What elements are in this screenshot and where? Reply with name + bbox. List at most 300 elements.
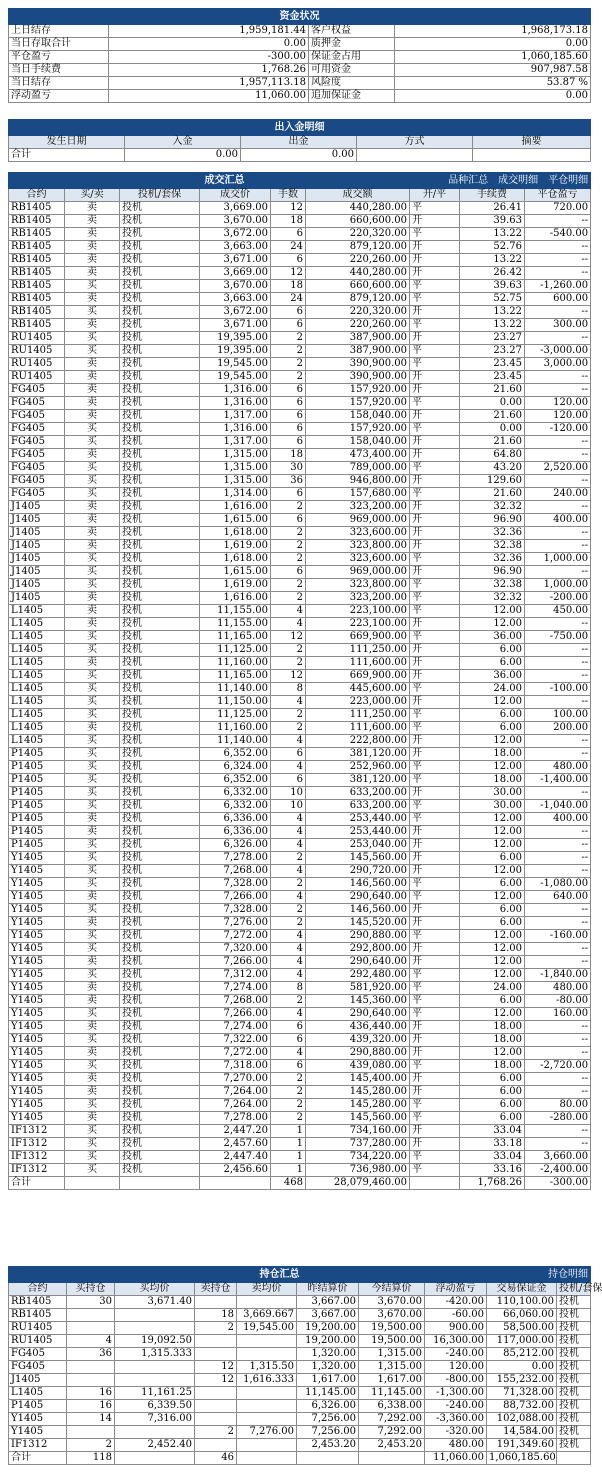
trade-cell: -1,260.00 [525,280,591,293]
trade-row [9,774,591,787]
total-cell [473,149,591,162]
trade-cell: 1,615.00 [200,566,271,579]
trade-cell: 开 [410,943,460,956]
trade-cell: 2,456.60 [200,1164,271,1177]
position-cell: RB1405 [9,1296,67,1309]
trade-cell: 买 [65,332,120,345]
trade-cell: 卖 [65,813,120,826]
trade-cell: 10 [271,787,306,800]
trade-cell: 400.00 [525,514,591,527]
trade-cell: 开 [410,1086,460,1099]
trade-cell: 平 [410,1060,460,1073]
trade-cell: 投机 [120,709,200,722]
trade-cell: 开 [410,696,460,709]
trade-cell: 33.04 [460,1151,525,1164]
trade-cell: 投机 [120,462,200,475]
column-header: 浮动盈亏 [425,1283,487,1296]
trade-cell: FG405 [9,488,65,501]
trade-cell: 23.27 [460,332,525,345]
trade-cell: FG405 [9,475,65,488]
trade-cell: 4 [271,969,306,982]
position-cell: 7,316.00 [115,1413,195,1426]
trade-cell: 开 [410,514,460,527]
trade-cell: 投机 [120,345,200,358]
trade-cell: -- [525,540,591,553]
positions-title: 持仓汇总 [259,1269,300,1280]
trade-cell: 129.60 [460,475,525,488]
trade-cell: 平 [410,228,460,241]
trade-cell: 开 [410,748,460,761]
trade-cell: 6 [271,319,306,332]
trade-cell: 26.42 [460,267,525,280]
trade-cell: 381,120.00 [306,774,410,787]
trade-cell: 440,280.00 [306,202,410,215]
trade-cell: 开 [410,956,460,969]
trade-row [9,410,591,423]
trade-row [9,644,591,657]
trade-cell: 平 [410,722,460,735]
funds-value: 1,957,113.18 [109,77,309,90]
trade-row [9,241,591,254]
trade-cell: RB1405 [9,293,65,306]
funds-value: 53.87 % [395,77,591,90]
trade-cell: 32.32 [460,592,525,605]
position-row [9,1348,591,1361]
trade-cell: 253,040.00 [306,839,410,852]
trade-cell: -- [525,956,591,969]
position-cell: 1,616.333 [237,1374,297,1387]
trade-cell: 18.00 [460,1060,525,1073]
position-cell: 7,292.00 [359,1413,425,1426]
trade-cell: 买 [65,644,120,657]
trade-cell: 投机 [120,1008,200,1021]
trade-cell: 投机 [120,501,200,514]
funds-label: 可用资金 [309,64,395,77]
trade-cell: 开 [410,1138,460,1151]
funds-value: 1,968,173.18 [395,25,591,38]
trade-cell: 投机 [120,657,200,670]
funds-value: 0.00 [395,38,591,51]
trade-cell: 2 [271,501,306,514]
trade-row [9,397,591,410]
funds-value: 0.00 [395,90,591,103]
trade-cell: 21.60 [460,436,525,449]
funds-label: 浮动盈亏 [9,90,109,103]
trade-cell: 200.00 [525,722,591,735]
trade-cell: -3,000.00 [525,345,591,358]
trade-cell: 投机 [120,475,200,488]
funds-row [9,90,591,103]
trade-cell: 2 [271,852,306,865]
trade-cell: 6,336.00 [200,826,271,839]
trade-cell: 3,670.00 [200,280,271,293]
trade-cell: 436,440.00 [306,1021,410,1034]
trade-cell: 6.00 [460,1099,525,1112]
trade-cell: 19,395.00 [200,345,271,358]
trade-cell: 7,320.00 [200,943,271,956]
trade-cell: 开 [410,501,460,514]
trade-cell: -- [525,449,591,462]
trade-cell: 789,000.00 [306,462,410,475]
trade-cell: Y1405 [9,969,65,982]
position-row [9,1413,591,1426]
trade-cell: Y1405 [9,891,65,904]
trade-row [9,254,591,267]
position-cell: 155,232.00 [487,1374,557,1387]
total-cell [65,1177,120,1190]
trade-cell: 投机 [120,566,200,579]
trade-cell: 7,322.00 [200,1034,271,1047]
trade-cell: 开 [410,1034,460,1047]
trade-cell: 平 [410,358,460,371]
trade-cell: 223,100.00 [306,618,410,631]
trades-title: 成交汇总 [204,175,245,186]
trade-cell: 投机 [120,891,200,904]
trade-cell: 卖 [65,1073,120,1086]
trade-cell: 1,616.00 [200,592,271,605]
trade-cell: IF1312 [9,1125,65,1138]
position-cell: 900.00 [425,1322,487,1335]
trade-cell: 投机 [120,280,200,293]
trade-cell: 开 [410,670,460,683]
trade-cell: 2,447.40 [200,1151,271,1164]
position-cell: 0.00 [487,1361,557,1374]
trade-cell: 390,900.00 [306,358,410,371]
trade-cell: 290,720.00 [306,865,410,878]
position-cell: 2 [195,1322,237,1335]
trades-link[interactable]: 品种汇总 [448,175,489,186]
trade-cell: P1405 [9,826,65,839]
trade-cell: 6.00 [460,709,525,722]
trade-cell: 平 [410,813,460,826]
trade-cell: 买 [65,475,120,488]
trade-cell: 卖 [65,449,120,462]
position-cell [115,1426,195,1439]
trade-cell: 2,457.60 [200,1138,271,1151]
trade-cell: 平 [410,1112,460,1125]
trade-cell: 30.00 [460,787,525,800]
trade-cell: 开 [410,826,460,839]
trade-cell: 卖 [65,956,120,969]
trade-cell: 买 [65,1138,120,1151]
trade-row [9,436,591,449]
position-cell: 投机 [557,1296,591,1309]
trade-cell: 卖 [65,1021,120,1034]
trades-link[interactable]: 平仓明细 [548,175,589,186]
position-cell [195,1348,237,1361]
trade-cell: 6.00 [460,878,525,891]
trade-cell: 12.00 [460,891,525,904]
inout-table [8,119,591,162]
trade-row [9,1060,591,1073]
trade-cell: 160.00 [525,1008,591,1021]
position-cell: 7,292.00 [359,1426,425,1439]
trade-cell: RB1405 [9,306,65,319]
trade-cell: 445,600.00 [306,683,410,696]
trade-cell: 120.00 [525,397,591,410]
trade-row [9,904,591,917]
position-cell: 投机 [557,1387,591,1400]
trade-cell: 投机 [120,696,200,709]
trade-cell: 240.00 [525,488,591,501]
trade-row [9,488,591,501]
trade-cell: 10 [271,800,306,813]
trade-cell: -160.00 [525,930,591,943]
trade-cell: 投机 [120,878,200,891]
trade-cell: 开 [410,657,460,670]
trade-row [9,670,591,683]
trade-row [9,683,591,696]
trade-cell: 卖 [65,1047,120,1060]
position-cell: 3,667.00 [297,1296,359,1309]
position-cell: 3,671.40 [115,1296,195,1309]
trade-cell: 卖 [65,527,120,540]
trade-row [9,501,591,514]
trade-cell: 卖 [65,722,120,735]
column-header: 方式 [357,136,473,149]
trade-cell: 开 [410,566,460,579]
trade-cell: 投机 [120,1138,200,1151]
trade-cell: 157,680.00 [306,488,410,501]
trade-cell: 开 [410,475,460,488]
position-cell [195,1413,237,1426]
trade-cell: 买 [65,488,120,501]
trade-cell: 8 [271,982,306,995]
trade-row [9,657,591,670]
trade-cell: 买 [65,761,120,774]
trade-cell: 8 [271,683,306,696]
trade-cell: -- [525,1125,591,1138]
trade-cell: 买 [65,709,120,722]
trade-cell: 2 [271,345,306,358]
trade-cell: 290,640.00 [306,956,410,969]
trade-row [9,969,591,982]
trade-cell: 买 [65,748,120,761]
trade-cell: FG405 [9,384,65,397]
position-cell: 2 [195,1426,237,1439]
trade-cell: FG405 [9,436,65,449]
trade-cell: 11,160.00 [200,657,271,670]
trade-cell: 卖 [65,540,120,553]
trade-cell: -- [525,826,591,839]
trade-cell: FG405 [9,423,65,436]
position-cell: 4 [67,1335,115,1348]
trade-cell: 32.32 [460,501,525,514]
position-cell: -1,300.00 [425,1387,487,1400]
trade-cell: 投机 [120,618,200,631]
position-cell: 18 [195,1309,237,1322]
funds-row [9,25,591,38]
trade-cell: 6 [271,306,306,319]
position-row [9,1374,591,1387]
position-cell: 58,500.00 [487,1322,557,1335]
trade-cell: 21.60 [460,488,525,501]
total-cell [357,149,473,162]
trade-cell: 投机 [120,826,200,839]
trade-cell: Y1405 [9,1034,65,1047]
trade-cell: 开 [410,449,460,462]
funds-label: 当日存取合计 [9,38,109,51]
position-cell: 66,060.00 [487,1309,557,1322]
trade-cell: 投机 [120,930,200,943]
trade-row [9,982,591,995]
trade-cell: 33.04 [460,1125,525,1138]
trade-cell: L1405 [9,657,65,670]
trade-cell: 12.00 [460,618,525,631]
position-row [9,1387,591,1400]
trade-cell: 6.00 [460,644,525,657]
trade-row [9,852,591,865]
position-cell: 12 [195,1374,237,1387]
position-cell: FG405 [9,1361,67,1374]
trade-cell: 开 [410,267,460,280]
position-detail-link[interactable]: 持仓明细 [548,1269,588,1280]
trade-cell: RU1405 [9,332,65,345]
trade-cell: 投机 [120,943,200,956]
trade-cell: 卖 [65,371,120,384]
column-header: 手数 [271,189,306,202]
trade-cell: Y1405 [9,917,65,930]
column-header: 摘要 [473,136,591,149]
column-header: 出金 [241,136,357,149]
trade-cell: 145,400.00 [306,1073,410,1086]
trade-cell: 买 [65,1008,120,1021]
trade-row [9,1047,591,1060]
trade-cell: 220,320.00 [306,306,410,319]
trade-cell: 12.00 [460,930,525,943]
trade-cell: 737,280.00 [306,1138,410,1151]
trade-cell: J1405 [9,514,65,527]
trade-cell: 158,040.00 [306,436,410,449]
trade-cell: 买 [65,1060,120,1073]
trade-cell: 卖 [65,319,120,332]
position-row [9,1309,591,1322]
trade-row [9,839,591,852]
trade-row [9,306,591,319]
trade-cell: 买 [65,683,120,696]
trade-cell: 6 [271,254,306,267]
position-row [9,1400,591,1413]
trade-cell: 平 [410,579,460,592]
trade-cell: 111,250.00 [306,709,410,722]
trade-cell: 146,560.00 [306,878,410,891]
trade-cell: -1,040.00 [525,800,591,813]
trade-cell: 19,395.00 [200,332,271,345]
trade-cell: 开 [410,241,460,254]
trades-link[interactable]: 成交明细 [498,175,539,186]
trade-cell: 4 [271,1008,306,1021]
trade-cell: 6,352.00 [200,748,271,761]
position-cell [195,1335,237,1348]
position-cell: 6,326.00 [297,1400,359,1413]
trade-cell: 3,672.00 [200,306,271,319]
trade-cell: 2,520.00 [525,462,591,475]
trade-cell: 平 [410,982,460,995]
trade-cell: 平 [410,761,460,774]
trade-cell: IF1312 [9,1164,65,1177]
position-cell [67,1426,115,1439]
trade-cell: 投机 [120,904,200,917]
trade-cell: 卖 [65,501,120,514]
position-cell: -60.00 [425,1309,487,1322]
trade-cell: 卖 [65,410,120,423]
trade-cell: 买 [65,670,120,683]
position-cell: 1,315.333 [115,1348,195,1361]
trade-cell: Y1405 [9,982,65,995]
trade-cell: 1,315.00 [200,462,271,475]
column-header: 手续费 [460,189,525,202]
position-cell: 2,453.20 [297,1439,359,1452]
position-cell: RU1405 [9,1322,67,1335]
trade-cell: J1405 [9,566,65,579]
trade-cell: 39.63 [460,215,525,228]
trade-cell: 2 [271,592,306,605]
trade-row [9,761,591,774]
trade-cell: RB1405 [9,319,65,332]
position-cell: 1,617.00 [297,1374,359,1387]
trade-cell: 投机 [120,371,200,384]
trade-cell: 13.22 [460,254,525,267]
trade-cell: 投机 [120,969,200,982]
trade-cell: 36.00 [460,631,525,644]
column-header: 今结算价 [359,1283,425,1296]
trade-cell: 开 [410,527,460,540]
trade-cell: 平 [410,930,460,943]
trade-cell: -- [525,371,591,384]
trade-cell: 买 [65,878,120,891]
trade-cell: RB1405 [9,280,65,293]
trade-cell: 12 [271,631,306,644]
trade-cell: 36 [271,475,306,488]
trade-cell: L1405 [9,670,65,683]
trade-cell: 19,545.00 [200,371,271,384]
trade-cell: 7,266.00 [200,1008,271,1021]
total-cell [410,1177,460,1190]
trade-row [9,605,591,618]
position-cell: 11,145.00 [359,1387,425,1400]
trade-cell: -- [525,436,591,449]
trade-cell: 买 [65,787,120,800]
trade-cell: 43.20 [460,462,525,475]
funds-value: 1,959,181.44 [109,25,309,38]
trade-cell: Y1405 [9,1060,65,1073]
trade-cell: 220,260.00 [306,254,410,267]
trade-cell: RU1405 [9,371,65,384]
trade-cell: -- [525,696,591,709]
trade-cell: 开 [410,735,460,748]
position-cell: IF1312 [9,1439,67,1452]
trade-cell: 1,316.00 [200,384,271,397]
funds-label: 追加保证金 [309,90,395,103]
trade-cell: 7,264.00 [200,1099,271,1112]
trade-cell: 2 [271,1099,306,1112]
trade-cell: 12.00 [460,956,525,969]
position-cell: 12 [195,1361,237,1374]
trade-cell: 18 [271,280,306,293]
trade-cell: 投机 [120,982,200,995]
trade-cell: 投机 [120,735,200,748]
trade-cell: 21.60 [460,384,525,397]
trade-row [9,319,591,332]
trade-cell: 平 [410,969,460,982]
trade-cell: 投机 [120,410,200,423]
trade-cell: Y1405 [9,943,65,956]
trade-cell: 投机 [120,1034,200,1047]
trade-cell: 开 [410,1073,460,1086]
trade-cell: 145,360.00 [306,995,410,1008]
trade-cell: 100.00 [525,709,591,722]
funds-section [8,8,590,103]
